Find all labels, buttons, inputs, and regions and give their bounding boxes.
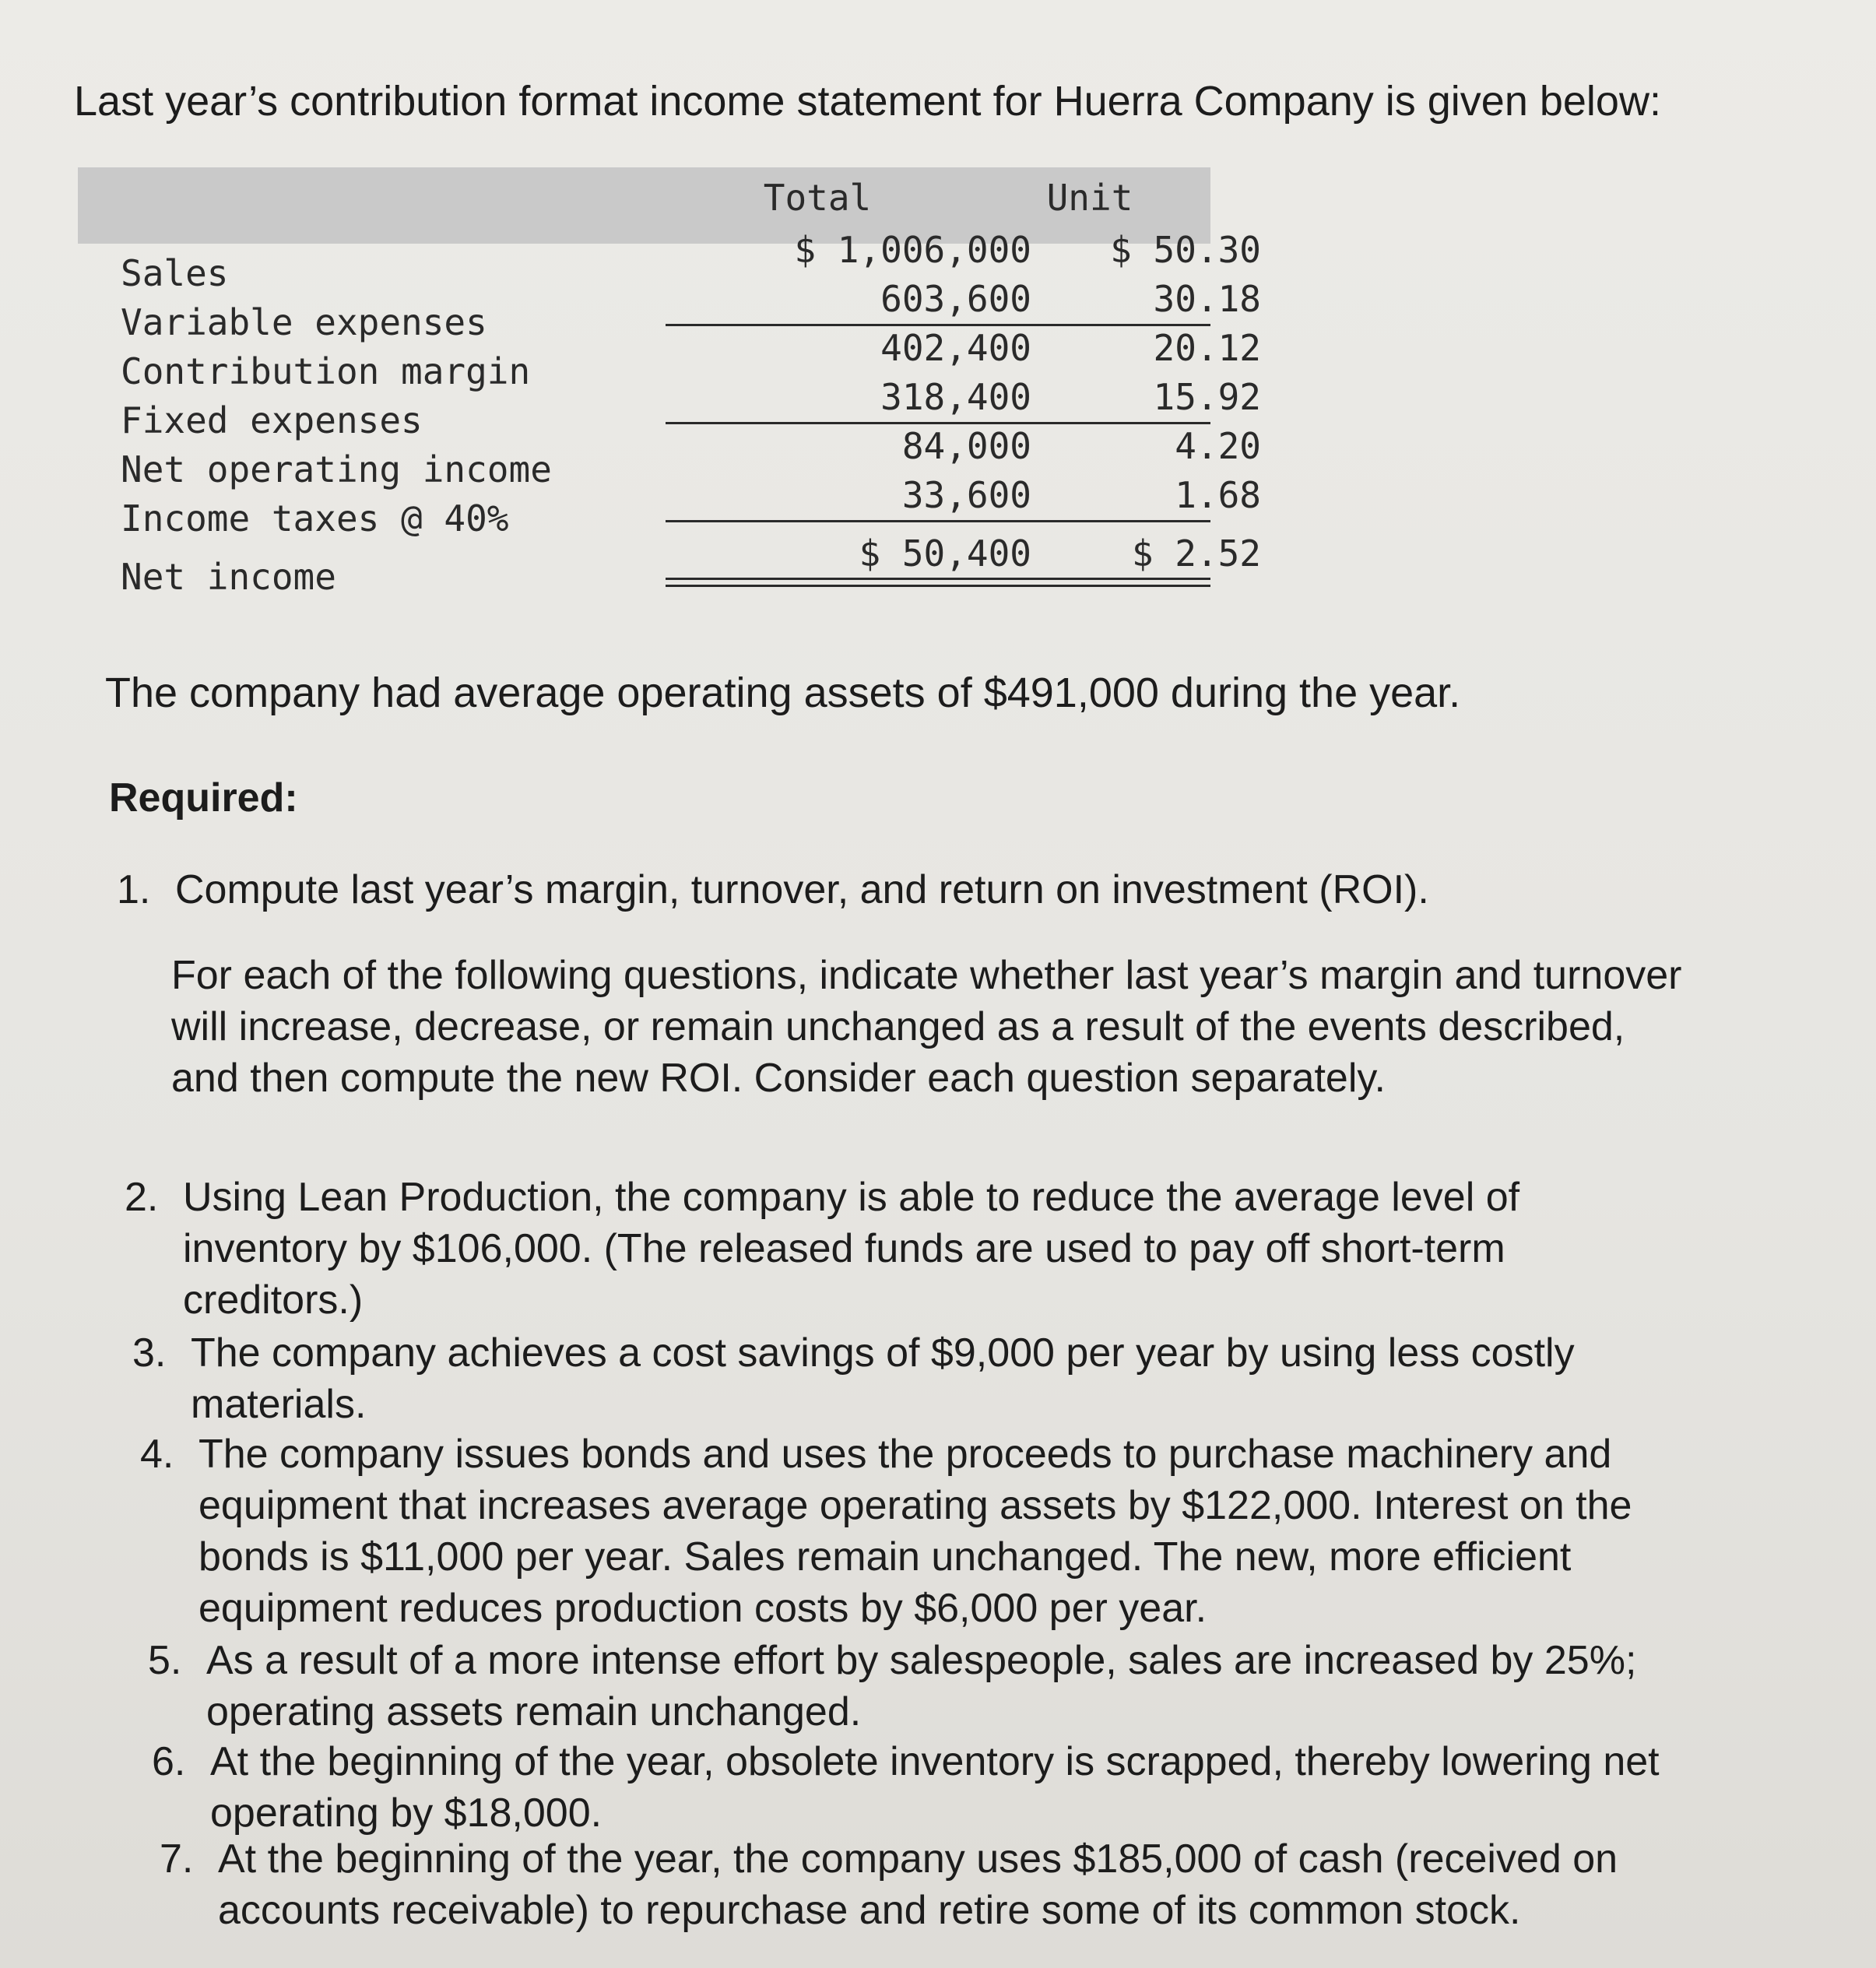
question-item (132, 1327, 1689, 1432)
question-text: As a result of a more intense effort by salespeople, sales are increased by 25%; operating assets remain unchanged. (206, 1638, 1637, 1734)
row-label-income-taxes: Income taxes @ 40% (121, 497, 509, 539)
question-number: 4. (140, 1432, 174, 1477)
question-item (117, 864, 1790, 919)
row-label-contribution-margin: Contribution margin (121, 350, 531, 392)
unit-contribution-margin: 20.12 (1153, 327, 1261, 369)
total-sales: $ 1,006,000 (794, 229, 1031, 271)
unit-variable-expenses: 30.18 (1153, 278, 1261, 320)
question-text: Compute last year’s margin, turnover, and return on investment (ROI). (175, 867, 1429, 912)
question-text: At the beginning of the year, the company uses $185,000 of cash (received on accounts receivable) to repurchase and retire some of its common stock. (218, 1836, 1618, 1933)
total-fixed-expenses: 318,400 (880, 376, 1031, 418)
question-number: 2. (125, 1175, 159, 1220)
subtotal-rule-3 (666, 520, 1210, 522)
income-statement-table (78, 167, 1261, 603)
unit-fixed-expenses: 15.92 (1153, 376, 1261, 418)
question-number: 3. (132, 1330, 167, 1376)
unit-net-operating-income: 4.20 (1175, 425, 1261, 467)
total-contribution-margin: 402,400 (880, 327, 1031, 369)
unit-net-income: $ 2.52 (1131, 532, 1261, 575)
intro-text: Last year’s contribution format income statement for Huerra Company is given below: (74, 78, 1661, 125)
question-item (140, 1429, 1713, 1639)
question-item (160, 1833, 1716, 1938)
row-label-fixed-expenses: Fixed expenses (121, 399, 423, 441)
row-label-net-income: Net income (121, 556, 336, 598)
question-text: Using Lean Production, the company is able to reduce the average level of inventory by $106,000. (The released funds are used to pay off short-term creditors.) (183, 1175, 1520, 1323)
row-label-variable-expenses: Variable expenses (121, 301, 487, 343)
row-label-sales: Sales (121, 252, 229, 294)
operating-assets-text: The company had average operating assets of $491,000 during the year. (105, 669, 1461, 716)
row-labels (121, 249, 552, 602)
row-label-net-operating-income: Net operating income (121, 448, 552, 490)
subtotal-rule-1 (666, 324, 1210, 326)
column-header-total: Total (763, 177, 872, 219)
total-variable-expenses: 603,600 (880, 278, 1031, 320)
question-item (125, 1172, 1681, 1327)
column-header-unit: Unit (1046, 177, 1133, 219)
unit-income-taxes: 1.68 (1175, 474, 1261, 516)
unit-column-values (1051, 226, 1261, 578)
required-heading: Required: (109, 775, 298, 821)
total-income-taxes: 33,600 (901, 474, 1031, 516)
total-net-operating-income: 84,000 (901, 425, 1031, 467)
total-double-rule (666, 578, 1210, 587)
question-number: 5. (148, 1638, 182, 1683)
total-column-values (669, 226, 1031, 578)
question-number: 6. (152, 1739, 186, 1784)
question-text: The company achieves a cost savings of $9,000 per year by using less costly materials. (191, 1330, 1575, 1427)
question-text: The company issues bonds and uses the proceeds to purchase machinery and equipment that increases average operating assets by $122,000. Interest on the bonds is $11,000 per year. Sales remain unchanged. The new, more efficient equipment reduces production costs by $6,000 per year. (198, 1432, 1632, 1631)
question-text: At the beginning of the year, obsolete inventory is scrapped, thereby lowering net operating by $18,000. (210, 1739, 1660, 1836)
question-item (152, 1736, 1732, 1841)
question-number: 7. (160, 1836, 194, 1882)
subtotal-rule-2 (666, 422, 1210, 424)
instructions-paragraph: For each of the following questions, indicate whether last year’s margin and turnover will increase, decrease, or remain unchanged as a result of the events described, and then compute the new ROI. Consider each question separately. (171, 953, 1682, 1101)
question-item (148, 1635, 1720, 1740)
unit-sales: $ 50.30 (1110, 229, 1261, 271)
question-number: 1. (117, 867, 151, 912)
total-net-income: $ 50,400 (859, 532, 1031, 575)
